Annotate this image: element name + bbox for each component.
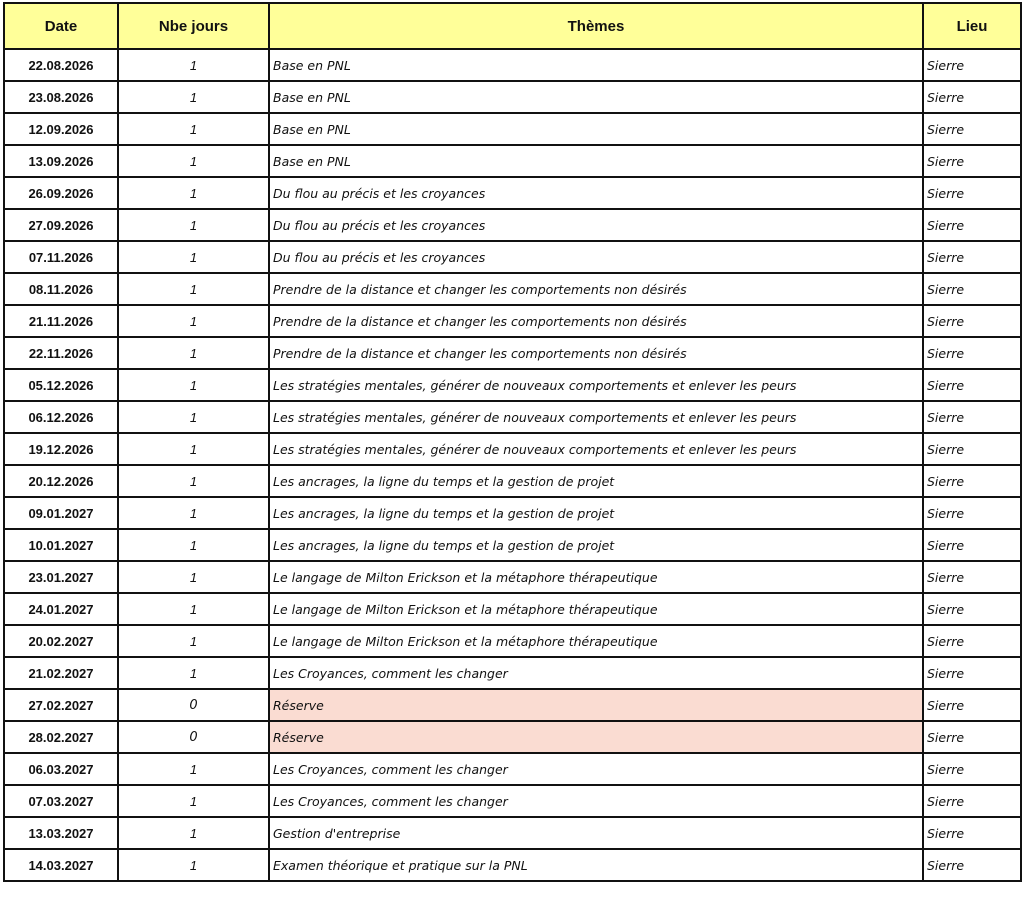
nbe-jours-cell: 1 [118, 529, 269, 561]
lieu-cell: Sierre [923, 337, 1021, 369]
lieu-cell: Sierre [923, 625, 1021, 657]
lieu-cell: Sierre [923, 145, 1021, 177]
lieu-cell: Sierre [923, 561, 1021, 593]
table-row [4, 497, 1021, 529]
nbe-jours-cell: 1 [118, 849, 269, 881]
theme-cell: Le langage de Milton Erickson et la métaphore thérapeutique [269, 625, 923, 657]
header-nbe-jours: Nbe jours [118, 3, 269, 49]
date-cell: 23.01.2027 [4, 561, 118, 593]
theme-cell: Examen théorique et pratique sur la PNL [269, 849, 923, 881]
nbe-jours-cell: 1 [118, 657, 269, 689]
theme-cell: Du flou au précis et les croyances [269, 209, 923, 241]
nbe-jours-cell: 1 [118, 625, 269, 657]
nbe-jours-cell: 1 [118, 177, 269, 209]
header-date: Date [4, 3, 118, 49]
table-row [4, 689, 1021, 721]
nbe-jours-cell: 1 [118, 401, 269, 433]
nbe-jours-cell: 1 [118, 49, 269, 81]
date-cell: 13.09.2026 [4, 145, 118, 177]
lieu-cell: Sierre [923, 465, 1021, 497]
table-row [4, 273, 1021, 305]
table-row [4, 81, 1021, 113]
table-row [4, 401, 1021, 433]
table-row [4, 721, 1021, 753]
nbe-jours-cell: 1 [118, 305, 269, 337]
lieu-cell: Sierre [923, 689, 1021, 721]
theme-cell: Réserve [269, 721, 923, 753]
table-row [4, 433, 1021, 465]
table-row [4, 593, 1021, 625]
table-row [4, 849, 1021, 881]
theme-cell: Les stratégies mentales, générer de nouveaux comportements et enlever les peurs [269, 369, 923, 401]
date-cell: 20.12.2026 [4, 465, 118, 497]
lieu-cell: Sierre [923, 113, 1021, 145]
date-cell: 27.09.2026 [4, 209, 118, 241]
lieu-cell: Sierre [923, 849, 1021, 881]
table-row [4, 113, 1021, 145]
theme-cell: Du flou au précis et les croyances [269, 241, 923, 273]
date-cell: 27.02.2027 [4, 689, 118, 721]
date-cell: 07.11.2026 [4, 241, 118, 273]
date-cell: 13.03.2027 [4, 817, 118, 849]
theme-cell: Les stratégies mentales, générer de nouveaux comportements et enlever les peurs [269, 433, 923, 465]
theme-cell: Réserve [269, 689, 923, 721]
table-row [4, 753, 1021, 785]
lieu-cell: Sierre [923, 497, 1021, 529]
table-row [4, 49, 1021, 81]
table-row [4, 465, 1021, 497]
theme-cell: Base en PNL [269, 81, 923, 113]
lieu-cell: Sierre [923, 817, 1021, 849]
theme-cell: Le langage de Milton Erickson et la métaphore thérapeutique [269, 561, 923, 593]
nbe-jours-cell: 0 [118, 689, 269, 721]
lieu-cell: Sierre [923, 433, 1021, 465]
lieu-cell: Sierre [923, 369, 1021, 401]
table-row [4, 241, 1021, 273]
theme-cell: Base en PNL [269, 113, 923, 145]
table-row [4, 529, 1021, 561]
nbe-jours-cell: 1 [118, 369, 269, 401]
theme-cell: Les ancrages, la ligne du temps et la gestion de projet [269, 497, 923, 529]
nbe-jours-cell: 0 [118, 721, 269, 753]
theme-cell: Prendre de la distance et changer les comportements non désirés [269, 337, 923, 369]
nbe-jours-cell: 1 [118, 273, 269, 305]
date-cell: 08.11.2026 [4, 273, 118, 305]
table-row [4, 817, 1021, 849]
table-row [4, 785, 1021, 817]
table-header [4, 3, 1021, 49]
header-row [4, 3, 1021, 49]
date-cell: 05.12.2026 [4, 369, 118, 401]
schedule-table [3, 2, 1022, 882]
lieu-cell: Sierre [923, 209, 1021, 241]
nbe-jours-cell: 1 [118, 145, 269, 177]
nbe-jours-cell: 1 [118, 113, 269, 145]
nbe-jours-cell: 1 [118, 241, 269, 273]
date-cell: 14.03.2027 [4, 849, 118, 881]
table-row [4, 337, 1021, 369]
table-row [4, 177, 1021, 209]
theme-cell: Les Croyances, comment les changer [269, 657, 923, 689]
table-row [4, 369, 1021, 401]
nbe-jours-cell: 1 [118, 81, 269, 113]
header-lieu: Lieu [923, 3, 1021, 49]
lieu-cell: Sierre [923, 753, 1021, 785]
lieu-cell: Sierre [923, 49, 1021, 81]
date-cell: 28.02.2027 [4, 721, 118, 753]
table-row [4, 657, 1021, 689]
lieu-cell: Sierre [923, 273, 1021, 305]
date-cell: 20.02.2027 [4, 625, 118, 657]
theme-cell: Prendre de la distance et changer les comportements non désirés [269, 305, 923, 337]
date-cell: 21.11.2026 [4, 305, 118, 337]
date-cell: 07.03.2027 [4, 785, 118, 817]
table-row [4, 209, 1021, 241]
nbe-jours-cell: 1 [118, 817, 269, 849]
theme-cell: Les Croyances, comment les changer [269, 753, 923, 785]
nbe-jours-cell: 1 [118, 593, 269, 625]
date-cell: 21.02.2027 [4, 657, 118, 689]
date-cell: 23.08.2026 [4, 81, 118, 113]
nbe-jours-cell: 1 [118, 497, 269, 529]
theme-cell: Les ancrages, la ligne du temps et la gestion de projet [269, 529, 923, 561]
nbe-jours-cell: 1 [118, 337, 269, 369]
date-cell: 19.12.2026 [4, 433, 118, 465]
nbe-jours-cell: 1 [118, 561, 269, 593]
lieu-cell: Sierre [923, 81, 1021, 113]
date-cell: 22.11.2026 [4, 337, 118, 369]
table-row [4, 145, 1021, 177]
theme-cell: Gestion d'entreprise [269, 817, 923, 849]
date-cell: 10.01.2027 [4, 529, 118, 561]
table-row [4, 561, 1021, 593]
theme-cell: Du flou au précis et les croyances [269, 177, 923, 209]
lieu-cell: Sierre [923, 305, 1021, 337]
theme-cell: Base en PNL [269, 145, 923, 177]
lieu-cell: Sierre [923, 785, 1021, 817]
theme-cell: Les ancrages, la ligne du temps et la gestion de projet [269, 465, 923, 497]
theme-cell: Prendre de la distance et changer les comportements non désirés [269, 273, 923, 305]
date-cell: 06.03.2027 [4, 753, 118, 785]
date-cell: 12.09.2026 [4, 113, 118, 145]
lieu-cell: Sierre [923, 177, 1021, 209]
lieu-cell: Sierre [923, 721, 1021, 753]
nbe-jours-cell: 1 [118, 753, 269, 785]
lieu-cell: Sierre [923, 241, 1021, 273]
theme-cell: Les stratégies mentales, générer de nouveaux comportements et enlever les peurs [269, 401, 923, 433]
theme-cell: Base en PNL [269, 49, 923, 81]
nbe-jours-cell: 1 [118, 433, 269, 465]
date-cell: 26.09.2026 [4, 177, 118, 209]
nbe-jours-cell: 1 [118, 785, 269, 817]
lieu-cell: Sierre [923, 401, 1021, 433]
date-cell: 09.01.2027 [4, 497, 118, 529]
date-cell: 22.08.2026 [4, 49, 118, 81]
table-row [4, 625, 1021, 657]
date-cell: 24.01.2027 [4, 593, 118, 625]
lieu-cell: Sierre [923, 657, 1021, 689]
table-body [4, 49, 1021, 881]
header-themes: Thèmes [269, 3, 923, 49]
table-row [4, 305, 1021, 337]
lieu-cell: Sierre [923, 529, 1021, 561]
date-cell: 06.12.2026 [4, 401, 118, 433]
theme-cell: Les Croyances, comment les changer [269, 785, 923, 817]
lieu-cell: Sierre [923, 593, 1021, 625]
nbe-jours-cell: 1 [118, 209, 269, 241]
nbe-jours-cell: 1 [118, 465, 269, 497]
theme-cell: Le langage de Milton Erickson et la métaphore thérapeutique [269, 593, 923, 625]
